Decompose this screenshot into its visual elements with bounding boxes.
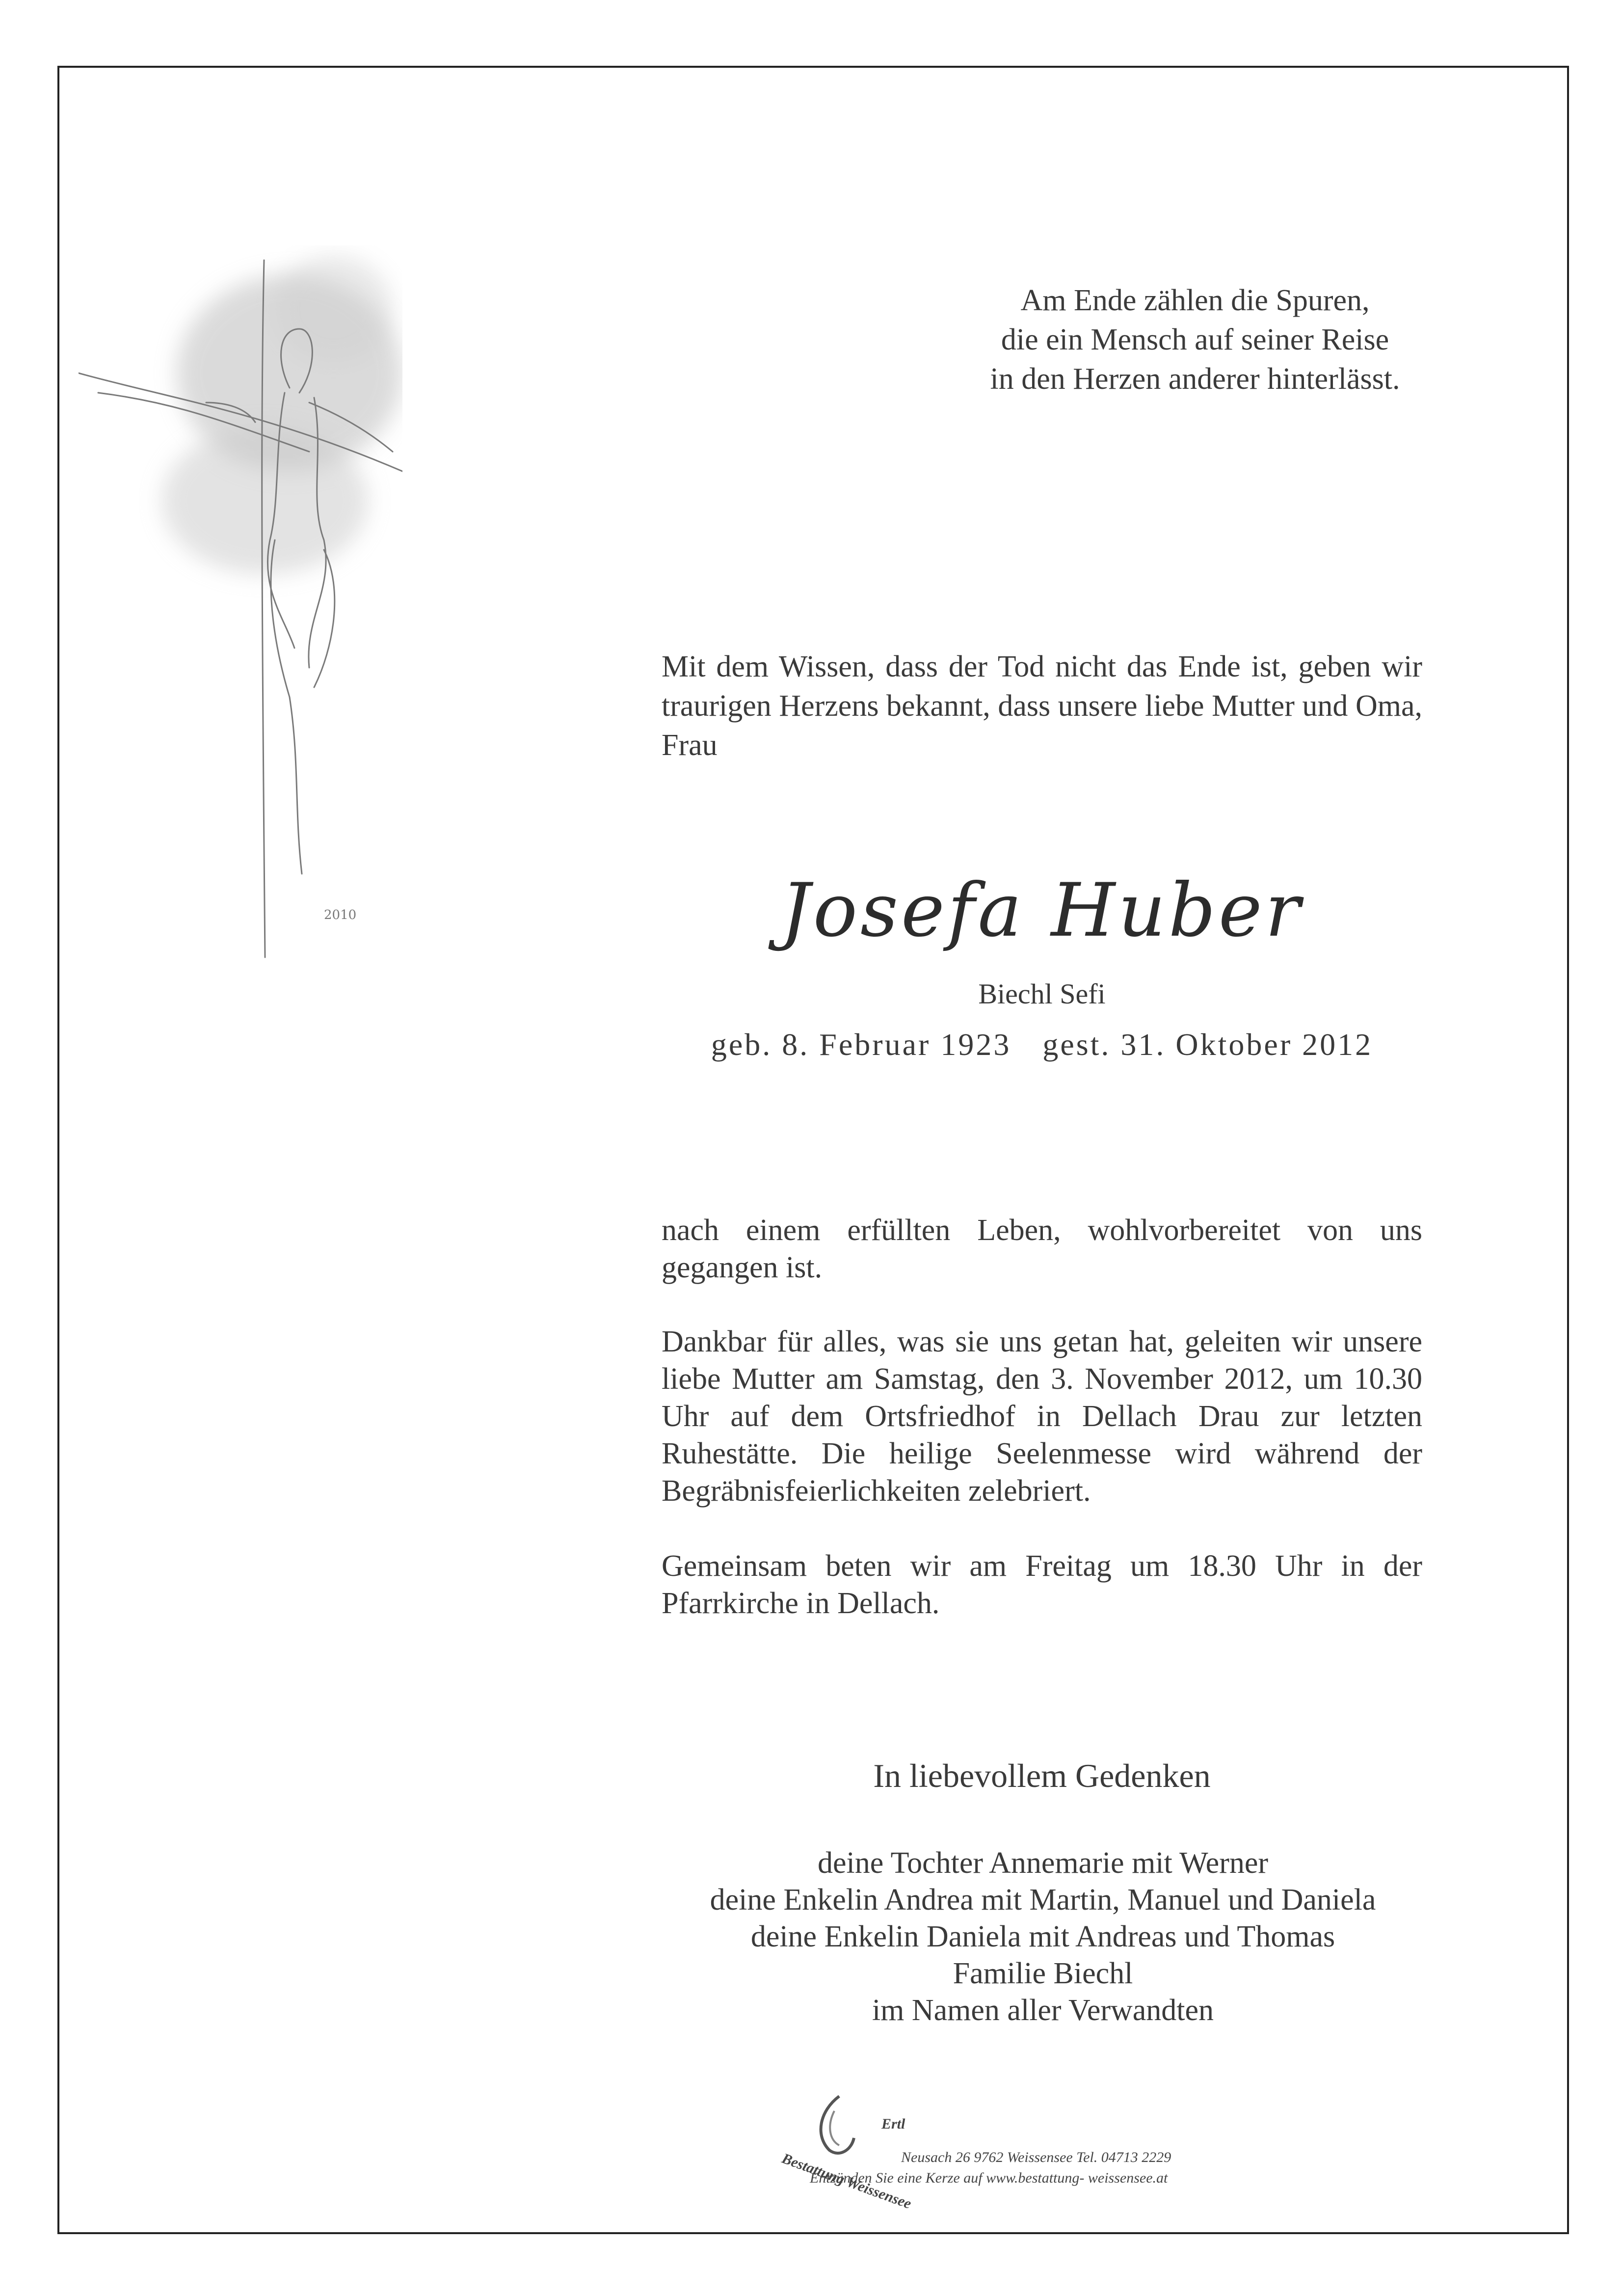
birth-date: geb. 8. Februar 1923 [711,1027,1011,1062]
life-dates [662,1025,1422,1064]
announcement-intro: Mit dem Wissen, dass der Tod nicht das Ende ist, geben wir traurigen Herzens bekannt, dass unsere liebe Mutter und Oma, Frau [662,650,1422,762]
funeral-home-brand: Bestattung Weissensee [779,2150,914,2213]
paragraph-passing: nach einem erfüllten Leben, wohlvorbereitet von uns gegangen ist. [662,1214,1422,1284]
memorial-verse [864,281,1526,399]
mourner-line: deine Enkelin Daniela mit Andreas und Thomas [750,1920,1335,1953]
mourners-list [638,1845,1448,2029]
funeral-home-footer [779,2091,1325,2213]
deceased-nickname: Biechl Sefi [978,978,1106,1010]
mourner-line: Familie Biechl [953,1957,1133,1990]
mourner-line: deine Tochter Annemarie mit Werner [817,1846,1269,1880]
verse-line: die ein Mensch auf seiner Reise [1001,323,1389,356]
deceased-name: Josefa Huber [780,868,1304,953]
memory-heading: In liebevollem Gedenken [873,1757,1211,1794]
artist-signature: 2010 [324,908,357,922]
mourner-line: deine Enkelin Andrea mit Martin, Manuel und Daniela [710,1883,1376,1917]
crucifix-sketch-icon [79,245,402,982]
mourner-line: im Namen aller Verwandten [872,1994,1214,2027]
candle-website-note: Entzünden Sie eine Kerze auf www.bestattung- weissensee.at [810,2170,1168,2186]
funeral-home-logo-icon [805,2091,864,2160]
funeral-home-owner: Ertl [881,2116,905,2132]
paragraph-funeral: Dankbar für alles, was sie uns getan hat, geleiten wir unsere liebe Mutter am Samstag, den 3. November 2012, um 10.30 Uhr auf dem Ortsfriedhof in Dellach Drau zur letzten Ruhestätte. Die heilige Seelenmesse wird während der Begräbnisfeierlichkeiten zelebriert. [662,1325,1422,1508]
verse-line: Am Ende zählen die Spuren, [1020,284,1370,317]
death-date: gest. 31. Oktober 2012 [1042,1027,1373,1062]
verse-line: in den Herzen anderer hinterlässt. [990,362,1400,396]
paragraph-prayer: Gemeinsam beten wir am Freitag um 18.30 Uhr in der Pfarrkirche in Dellach. [662,1549,1422,1620]
funeral-home-address: Neusach 26 9762 Weissensee Tel. 04713 2229 [901,2149,1171,2165]
